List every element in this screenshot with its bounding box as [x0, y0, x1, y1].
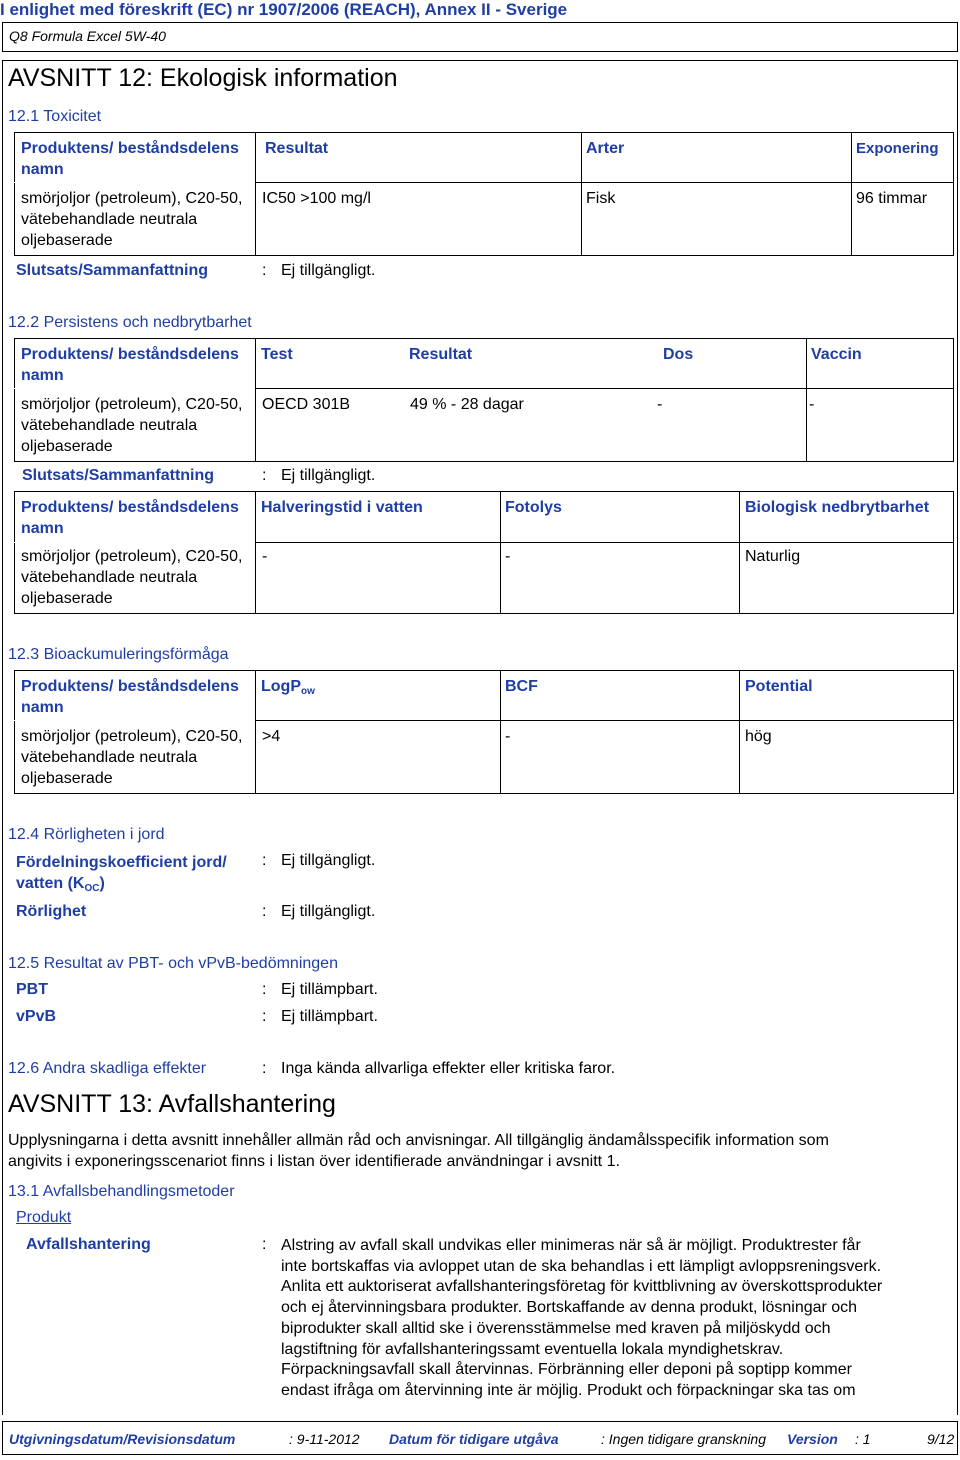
disposal-label: Avfallshantering: [26, 1236, 151, 1253]
intro-line-1: Upplysningarna i detta avsnitt innehåller allmän råd och anvisningar. All tillgänglig ändamålsspecifik information som: [8, 1132, 829, 1149]
mobility-heading: 12.4 Rörligheten i jord: [8, 826, 165, 843]
persistence-summary-value: Ej tillgängligt.: [281, 467, 376, 484]
row-result: 49 % - 28 dagar: [410, 396, 524, 413]
col-header-exposure: Exponering: [856, 140, 939, 157]
disposal-line: Förpackningsavfall skall återvinnas. Förbränning eller deponi på soptipp kommer: [281, 1361, 852, 1379]
disposal-colon: :: [262, 1236, 267, 1253]
koc-label-line2: [16, 873, 227, 899]
koc-label-subscript: OC: [84, 883, 100, 894]
logp-text: LogP: [261, 678, 301, 695]
toxicity-summary-value: Ej tillgängligt.: [281, 262, 376, 279]
col-header-name: Produktens/ beståndsdelens namn: [21, 499, 239, 537]
other-effects-value: Inga kända allvarliga effekter eller kritiska faror.: [281, 1060, 616, 1077]
page-number: 9/12: [927, 1431, 955, 1447]
row-test: OECD 301B: [262, 396, 351, 413]
row-name: smörjoljor (petroleum), C20-50, vätebehandlade neutrala oljebaserade: [21, 190, 243, 249]
disposal-line: endast ifråga om återvinning inte är möjlig. Produkt och förpackningar ska tas om: [281, 1381, 856, 1399]
persistence-table-2: [14, 491, 954, 614]
pbt-colon: :: [262, 981, 267, 998]
waste-methods-heading: 13.1 Avfallsbehandlingsmetoder: [8, 1183, 235, 1200]
col-header-test: Test: [261, 346, 293, 363]
vpvb-colon: :: [262, 1008, 267, 1025]
row-biodegradability: Naturlig: [745, 548, 801, 565]
row-name: smörjoljor (petroleum), C20-50, vätebehandlade neutrala oljebaserade: [21, 728, 243, 787]
footer: [2, 1421, 958, 1455]
col-header-result: Resultat: [265, 140, 329, 157]
version-value: : 1: [855, 1431, 871, 1447]
other-effects-label: 12.6 Andra skadliga effekter: [8, 1060, 207, 1077]
koc-value: Ej tillgängligt.: [281, 852, 376, 869]
intro-line-2: angivits i exponeringsscenariot finns i listan över identifierade användningar i avsnitt 1.: [8, 1152, 620, 1170]
pbt-value: Ej tillämpbart.: [281, 981, 378, 998]
koc-colon: :: [262, 852, 267, 869]
row-result: IC50 >100 mg/l: [262, 190, 371, 207]
toxicity-heading: 12.1 Toxicitet: [8, 108, 102, 125]
col-header-species: Arter: [586, 140, 625, 157]
product-label: Produkt: [16, 1209, 72, 1226]
disposal-line: Anlita ett auktoriserat avfallshanteringsföretag för kvittblivning av överskottsprodukter: [281, 1278, 883, 1296]
persistence-heading: 12.2 Persistens och nedbrytbarhet: [8, 314, 252, 331]
previous-date-label: Datum för tidigare utgåva: [389, 1431, 559, 1447]
section-13-title: AVSNITT 13: Avfallshantering: [8, 1090, 336, 1118]
col-header-photolysis: Fotolys: [505, 499, 562, 516]
row-inoculum: -: [809, 396, 815, 413]
col-header-name: Produktens/ beståndsdelens namn: [21, 678, 239, 716]
col-header-inoculum: Vaccin: [811, 346, 862, 363]
vpvb-label: vPvB: [16, 1008, 57, 1025]
col-header-dose: Dos: [663, 346, 694, 363]
col-header-result: Resultat: [409, 346, 473, 363]
revision-date-label: Utgivningsdatum/Revisionsdatum: [9, 1431, 236, 1447]
row-logpow: >4: [262, 728, 281, 745]
row-name: smörjoljor (petroleum), C20-50, vätebehandlade neutrala oljebaserade: [21, 396, 243, 455]
persistence-summary-label: Slutsats/Sammanfattning: [22, 467, 215, 484]
section-12-title: AVSNITT 12: Ekologisk information: [8, 64, 398, 92]
other-effects-colon: :: [262, 1060, 267, 1077]
version-label: Version: [787, 1431, 838, 1447]
document-header-title: I enlighet med föreskrift (EC) nr 1907/2006 (REACH), Annex II - Sverige: [0, 0, 568, 19]
disposal-line: biprodukter skall alltid ske i överensstämmelse med kraven på miljöskydd och: [281, 1319, 831, 1337]
revision-date-value: : 9-11-2012: [289, 1431, 360, 1447]
koc-label: [16, 852, 227, 899]
mobility-value: Ej tillgängligt.: [281, 903, 376, 920]
col-header-biodegradability: Biologisk nedbrytbarhet: [745, 499, 930, 516]
col-header-half-life: Halveringstid i vatten: [261, 499, 423, 516]
persistence-table: [14, 338, 954, 462]
row-species: Fisk: [586, 190, 616, 207]
product-name: Q8 Formula Excel 5W-40: [9, 28, 166, 44]
previous-date-value: : Ingen tidigare granskning: [601, 1431, 766, 1447]
col-header-potential: Potential: [745, 678, 813, 695]
disposal-line: inte bortskaffas via avloppet utan de ska behandlas i ett lämpligt avloppsreningsverk.: [281, 1257, 882, 1275]
toxicity-table: [14, 132, 954, 256]
col-header-name: Produktens/ beståndsdelens namn: [21, 140, 239, 178]
toxicity-summary-colon: :: [262, 262, 267, 279]
koc-label-line1: Fördelningskoefficient jord/: [16, 854, 227, 871]
disposal-line: lagstiftning för avfallshanteringssamt eventuella lokala myndighetskrav.: [281, 1340, 784, 1358]
koc-label-text: vatten (K: [16, 875, 85, 892]
section-13-intro: [8, 1131, 829, 1172]
row-bcf: -: [505, 728, 511, 745]
koc-label-close: ): [99, 875, 105, 892]
col-header-logpow: [261, 676, 315, 702]
row-name: smörjoljor (petroleum), C20-50, vätebehandlade neutrala oljebaserade: [21, 548, 243, 607]
row-half-life: -: [262, 548, 268, 565]
vpvb-value: Ej tillämpbart.: [281, 1008, 378, 1025]
toxicity-summary-label: Slutsats/Sammanfattning: [16, 262, 209, 279]
logp-subscript: ow: [301, 686, 315, 697]
pbt-label: PBT: [16, 981, 48, 998]
row-dose: -: [657, 396, 663, 413]
disposal-line: Alstring av avfall skall undvikas eller minimeras när så är möjligt. Produktrester får: [281, 1237, 861, 1254]
bioaccumulation-heading: 12.3 Bioackumuleringsförmåga: [8, 646, 229, 663]
col-header-name: Produktens/ beståndsdelens namn: [21, 346, 239, 384]
mobility-colon: :: [262, 903, 267, 920]
pbt-heading: 12.5 Resultat av PBT- och vPvB-bedömningen: [8, 955, 338, 972]
row-photolysis: -: [505, 548, 511, 565]
mobility-label: Rörlighet: [16, 903, 87, 920]
disposal-text: [281, 1236, 882, 1402]
persistence-summary-colon: :: [262, 467, 267, 484]
disposal-line: och ej återvinningsbara produkter. Bortskaffande av denna produkt, lösningar och: [281, 1299, 858, 1317]
col-header-bcf: BCF: [505, 678, 538, 695]
bioaccumulation-table: [14, 670, 954, 794]
row-potential: hög: [745, 728, 772, 745]
product-name-box: [2, 22, 958, 52]
row-exposure: 96 timmar: [856, 190, 928, 207]
